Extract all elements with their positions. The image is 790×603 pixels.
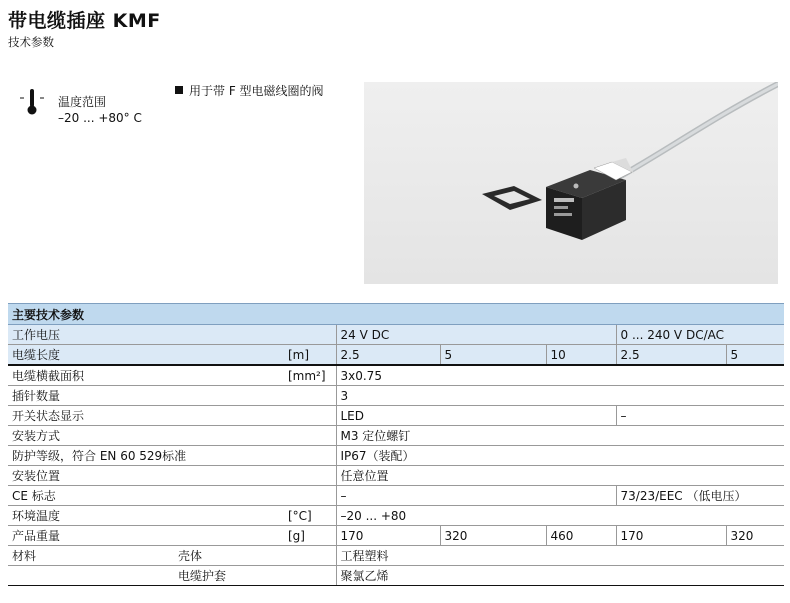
row-unit: [284, 446, 336, 466]
cell-value: 3: [336, 386, 784, 406]
bullet-square-icon: [175, 86, 183, 94]
product-photo: [364, 82, 778, 284]
cell-value: 5: [440, 345, 546, 366]
row-label: 防护等级，符合 EN 60 529标准: [8, 446, 284, 466]
row-unit: [284, 426, 336, 446]
row-label: 开关状态显示: [8, 406, 284, 426]
feature-text: 用于带 F 型电磁线圈的阀: [189, 84, 324, 98]
cell-value: 聚氯乙烯: [336, 566, 784, 586]
temperature-block: [8, 88, 158, 134]
row-sublabel: 壳体: [174, 546, 336, 566]
table-row-pins: [8, 386, 784, 406]
row-label: 环境温度: [8, 506, 284, 526]
row-sublabel: 电缆护套: [174, 566, 336, 586]
table-row-voltage: [8, 325, 784, 345]
cell-value: 2.5: [616, 345, 726, 366]
cell-value: 工程塑料: [336, 546, 784, 566]
table-row-ce: [8, 486, 784, 506]
row-label: 工作电压: [8, 325, 284, 345]
page-title: 带电缆插座 KMF: [8, 10, 161, 32]
temperature-label: 温度范围: [58, 95, 107, 109]
cell-value: –: [616, 406, 784, 426]
table-row-mounting-type: [8, 426, 784, 446]
row-unit: [mm²]: [284, 365, 336, 386]
table-row-mounting-position: [8, 466, 784, 486]
cell-value: –: [336, 486, 616, 506]
temperature-range: –20 ... +80° C: [58, 111, 142, 125]
table-heading-row: [8, 304, 784, 325]
cell-value: 320: [440, 526, 546, 546]
cell-value: 170: [336, 526, 440, 546]
row-unit: [284, 406, 336, 426]
cell-value: M3 定位螺钉: [336, 426, 784, 446]
cell-value: 3x0.75: [336, 365, 784, 386]
cell-value: 24 V DC: [336, 325, 616, 345]
table-row-material-housing: [8, 546, 784, 566]
table-heading: 主要技术参数: [8, 304, 784, 325]
row-label: 安装方式: [8, 426, 284, 446]
thermometer-icon: [20, 88, 44, 116]
cell-value: LED: [336, 406, 616, 426]
table-row-cross-section: [8, 365, 784, 386]
row-label: 插针数量: [8, 386, 284, 406]
cell-value: IP67（装配）: [336, 446, 784, 466]
cell-value: 460: [546, 526, 616, 546]
cell-value: 任意位置: [336, 466, 784, 486]
row-label: 材料: [8, 546, 174, 566]
row-label: 产品重量: [8, 526, 284, 546]
cell-value: 170: [616, 526, 726, 546]
cell-value: 5: [726, 345, 784, 366]
table-row-cable-length: [8, 345, 784, 366]
specifications-table: [8, 303, 784, 586]
row-unit: [284, 466, 336, 486]
cell-value: 2.5: [336, 345, 440, 366]
page-subtitle: 技术参数: [8, 35, 54, 49]
row-unit: [284, 325, 336, 345]
table-row-switch-display: [8, 406, 784, 426]
table-row-weight: [8, 526, 784, 546]
row-label: 电缆长度: [8, 345, 284, 366]
row-label: 安装位置: [8, 466, 284, 486]
connector-illustration: [364, 82, 778, 284]
cell-value: –20 ... +80: [336, 506, 784, 526]
row-unit: [g]: [284, 526, 336, 546]
row-label: 电缆横截面积: [8, 365, 284, 386]
row-label: CE 标志: [8, 486, 284, 506]
row-unit: [°C]: [284, 506, 336, 526]
row-unit: [m]: [284, 345, 336, 366]
row-label-empty: [8, 566, 174, 586]
table-row-ambient-temp: [8, 506, 784, 526]
table-row-material-sheath: [8, 566, 784, 586]
cell-value: 73/23/EEC （低电压）: [616, 486, 784, 506]
cell-value: 0 ... 240 V DC/AC: [616, 325, 784, 345]
table-row-protection: [8, 446, 784, 466]
cell-value: 320: [726, 526, 784, 546]
row-unit: [284, 386, 336, 406]
feature-item: [175, 82, 324, 99]
cell-value: 10: [546, 345, 616, 366]
row-unit: [284, 486, 336, 506]
